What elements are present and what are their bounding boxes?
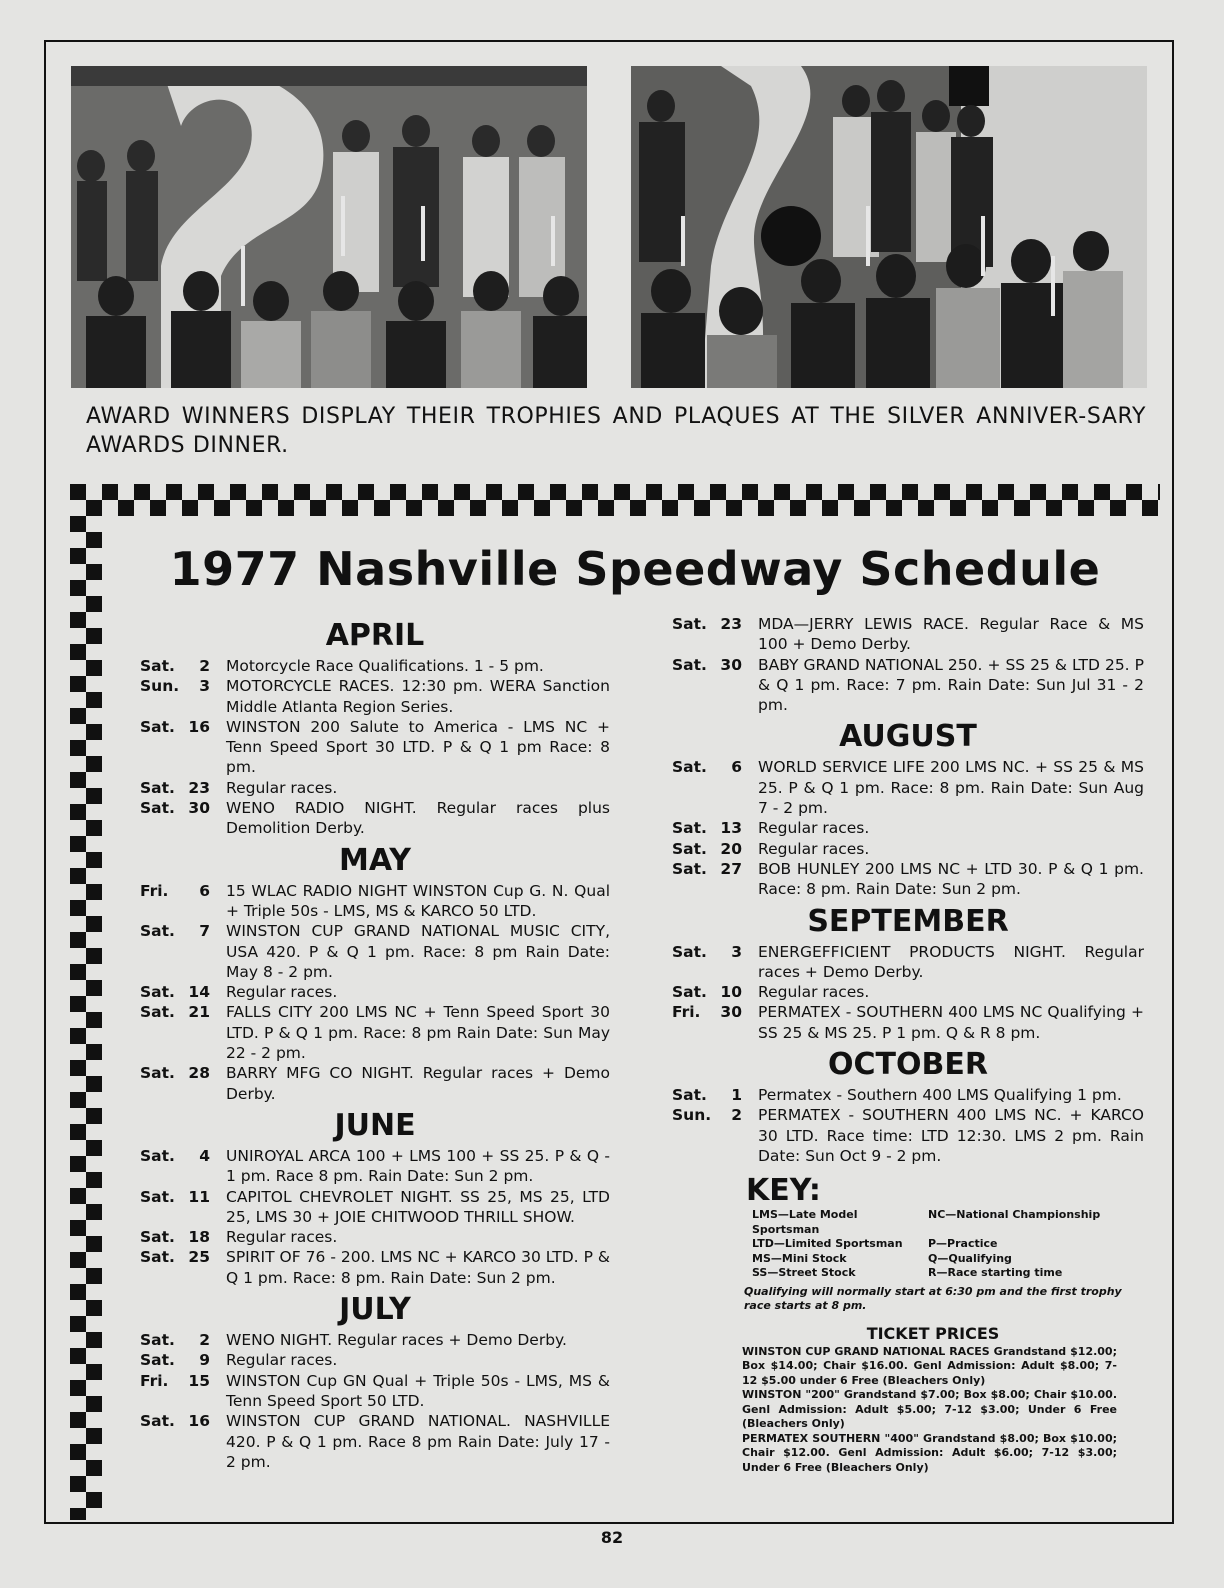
checker-square xyxy=(70,772,86,788)
entry-event: 15 WLAC RADIO NIGHT WINSTON Cup G. N. Qual + Triple 50s - LMS, MS & KARCO 50 LTD. xyxy=(226,881,610,920)
checker-square xyxy=(70,1508,86,1520)
ticket-price-line: WINSTON CUP GRAND NATIONAL RACES Grandstand $12.00; Box $14.00; Chair $16.00. Genl Admission: Adult $8.00; 7-12 $5.00 under 6 Free (Bleachers Only) xyxy=(742,1344,1117,1387)
entry-date: 25 xyxy=(188,1248,210,1267)
checker-square xyxy=(358,484,374,500)
checker-square xyxy=(342,500,358,516)
entry-day: Sat. xyxy=(140,1228,175,1247)
checker-square xyxy=(854,500,870,516)
checker-square xyxy=(790,500,806,516)
entry-event: BARRY MFG CO NIGHT. Regular races + Demo Derby. xyxy=(226,1064,610,1103)
checker-square xyxy=(86,1268,102,1284)
checker-square xyxy=(326,484,342,500)
checker-square xyxy=(166,484,182,500)
schedule-entry xyxy=(140,881,610,922)
checker-square xyxy=(998,484,1014,500)
schedule-entry xyxy=(672,839,1144,859)
entry-date: 2 xyxy=(199,657,210,675)
checker-square xyxy=(70,1028,86,1044)
checker-square xyxy=(70,932,86,948)
checker-square xyxy=(70,1188,86,1204)
entry-day: Fri. xyxy=(140,881,169,900)
checker-square xyxy=(70,516,86,532)
schedule-entry xyxy=(672,1105,1144,1166)
schedule-entry xyxy=(140,1330,610,1350)
checker-square xyxy=(86,1428,102,1444)
entry-date: 6 xyxy=(731,758,742,777)
entry-date: 10 xyxy=(720,983,742,1002)
schedule-column-left xyxy=(140,614,610,1472)
checker-square xyxy=(982,500,998,516)
ticket-prices-title: TICKET PRICES xyxy=(866,1323,1000,1343)
entry-event: Regular races. xyxy=(226,1228,338,1247)
checker-square xyxy=(86,916,102,932)
entry-event: Regular races. xyxy=(226,983,338,1002)
entry-event: WENO RADIO NIGHT. Regular races plus Demolition Derby. xyxy=(226,799,610,838)
entry-event: WINSTON CUP GRAND NATIONAL. NASHVILLE 420. P & Q 1 pm. Race 8 pm Rain Date: July 17 - 2 pm. xyxy=(226,1412,610,1471)
checker-square xyxy=(86,1108,102,1124)
checker-square xyxy=(70,1348,86,1364)
checker-square xyxy=(1158,484,1160,500)
schedule-entry xyxy=(140,1146,610,1187)
checker-square xyxy=(86,948,102,964)
checker-square xyxy=(678,484,694,500)
entry-day: Sat. xyxy=(672,983,707,1002)
entry-event: Regular races. xyxy=(758,819,870,838)
entry-event: Regular races. xyxy=(758,983,870,1002)
checker-square xyxy=(470,500,486,516)
checker-square xyxy=(1014,500,1030,516)
entry-event: Motorcycle Race Qualifications. 1 - 5 pm. xyxy=(226,657,544,675)
checker-square xyxy=(134,484,150,500)
entry-date: 6 xyxy=(199,881,210,900)
entry-date: 11 xyxy=(188,1187,210,1206)
schedule-entry xyxy=(140,1247,610,1288)
checker-square xyxy=(86,852,102,868)
schedule-entry xyxy=(140,798,610,839)
checker-square xyxy=(70,1092,86,1108)
schedule-entry xyxy=(672,614,1144,655)
month-heading: MAY xyxy=(339,842,411,878)
checker-square xyxy=(86,692,102,708)
checker-square xyxy=(86,820,102,836)
checker-square xyxy=(934,484,950,500)
page-number: 82 xyxy=(600,1528,624,1547)
checker-square xyxy=(86,1396,102,1412)
checker-square xyxy=(838,484,854,500)
checker-square xyxy=(150,500,166,516)
key-title: KEY: xyxy=(746,1173,821,1209)
checker-square xyxy=(86,756,102,772)
month-heading: AUGUST xyxy=(839,719,977,755)
checker-square xyxy=(518,484,534,500)
checker-square xyxy=(294,484,310,500)
entry-date: 30 xyxy=(720,655,742,674)
checker-square xyxy=(70,1156,86,1172)
month-heading: SEPTEMBER xyxy=(807,903,1009,939)
checker-square xyxy=(182,500,198,516)
checker-square xyxy=(870,484,886,500)
entry-day: Sat. xyxy=(672,1086,707,1105)
checker-square xyxy=(758,500,774,516)
entry-day: Sat. xyxy=(140,778,175,797)
checker-square xyxy=(70,900,86,916)
entry-event: BABY GRAND NATIONAL 250. + SS 25 & LTD 25. P & Q 1 pm. Race: 7 pm. Rain Date: Sun Jul 31 - 2 pm. xyxy=(758,655,1144,715)
schedule-entry xyxy=(140,1227,610,1247)
checker-square xyxy=(742,484,758,500)
entry-event: WINSTON 200 Salute to America - LMS NC + Tenn Speed Sport 30 LTD. P & Q 1 pm Race: 8 pm. xyxy=(226,717,610,777)
checker-square xyxy=(86,1076,102,1092)
entry-event: WINSTON Cup GN Qual + Triple 50s - LMS, MS & Tenn Speed Sport 50 LTD. xyxy=(226,1371,610,1410)
month-heading: JULY xyxy=(339,1292,411,1328)
entry-date: 18 xyxy=(188,1228,210,1247)
checker-square xyxy=(70,644,86,660)
checker-square xyxy=(118,500,134,516)
schedule-title: 1977 Nashville Speedway Schedule xyxy=(169,542,1101,596)
entry-event: PERMATEX - SOUTHERN 400 LMS NC Qualifying + SS 25 & MS 25. P 1 pm. Q & R 8 pm. xyxy=(758,1003,1144,1042)
checker-square xyxy=(70,1124,86,1140)
key-item: LMS—Late Model Sportsman xyxy=(752,1208,858,1236)
checker-square xyxy=(966,484,982,500)
checker-square xyxy=(86,884,102,900)
checker-square xyxy=(422,484,438,500)
entry-day: Sat. xyxy=(140,1412,175,1431)
entry-date: 3 xyxy=(731,942,742,961)
entry-date: 16 xyxy=(188,717,210,736)
checker-square xyxy=(918,500,934,516)
checker-square xyxy=(86,1172,102,1188)
checker-square xyxy=(86,724,102,740)
schedule-entry xyxy=(672,655,1144,716)
key-item: SS—Street Stock xyxy=(752,1266,856,1280)
checker-square xyxy=(230,484,246,500)
checker-square xyxy=(86,1044,102,1060)
entry-event: WORLD SERVICE LIFE 200 LMS NC. + SS 25 & MS 25. P & Q 1 pm. Race: 8 pm. Rain Date: Sun Aug 7 - 2 pm. xyxy=(758,758,1144,818)
checker-square xyxy=(86,1300,102,1316)
entry-day: Sat. xyxy=(672,758,707,777)
checker-square xyxy=(1110,500,1126,516)
schedule-entry xyxy=(672,982,1144,1002)
checker-square xyxy=(70,836,86,852)
checker-square xyxy=(86,980,102,996)
entry-day: Sat. xyxy=(672,942,707,961)
checker-square xyxy=(70,1284,86,1300)
checker-square xyxy=(1126,484,1142,500)
checker-square xyxy=(86,1332,102,1348)
checker-square xyxy=(630,500,646,516)
checker-square xyxy=(246,500,262,516)
checker-square xyxy=(390,484,406,500)
entry-day: Sat. xyxy=(672,859,707,878)
checker-square xyxy=(486,484,502,500)
entry-event: FALLS CITY 200 LMS NC + Tenn Speed Sport 30 LTD. P & Q 1 pm. Race: 8 pm Rain Date: Sun May 22 - 2 pm. xyxy=(226,1003,610,1063)
entry-date: 30 xyxy=(720,1003,742,1022)
checker-square xyxy=(1062,484,1078,500)
checker-square xyxy=(70,484,86,500)
month-heading: OCTOBER xyxy=(828,1047,988,1083)
award-winners-photo-left xyxy=(71,66,587,388)
schedule-column-right xyxy=(672,614,1144,1475)
checker-square xyxy=(822,500,838,516)
photo-caption: AWARD WINNERS DISPLAY THEIR TROPHIES AND PLAQUES AT THE SILVER ANNIVER-SARY AWARDS DINNER. xyxy=(86,404,1146,458)
entry-day: Sat. xyxy=(140,1187,175,1206)
entry-day: Sat. xyxy=(140,1064,175,1083)
checker-square xyxy=(454,484,470,500)
checker-square xyxy=(278,500,294,516)
checker-square xyxy=(710,484,726,500)
schedule-entry xyxy=(672,942,1144,983)
entry-day: Fri. xyxy=(672,1003,701,1022)
checker-square xyxy=(86,1236,102,1252)
entry-date: 3 xyxy=(199,677,210,696)
schedule-entry xyxy=(672,1085,1144,1105)
checker-square xyxy=(70,548,86,564)
checker-square xyxy=(534,500,550,516)
entry-date: 21 xyxy=(188,1003,210,1022)
checker-square xyxy=(806,484,822,500)
checker-square xyxy=(70,708,86,724)
entry-date: 27 xyxy=(720,859,742,878)
checker-square xyxy=(70,1220,86,1236)
month-heading: APRIL xyxy=(325,618,425,653)
key-item: NC—National Championship xyxy=(928,1208,1101,1222)
schedule-entry xyxy=(140,982,610,1002)
entry-date: 23 xyxy=(720,615,742,633)
entry-date: 16 xyxy=(188,1412,210,1431)
entry-date: 2 xyxy=(199,1331,210,1350)
entry-event: ENERGEFFICIENT PRODUCTS NIGHT. Regular races + Demo Derby. xyxy=(758,942,1144,981)
schedule-entry xyxy=(140,1411,610,1472)
checker-square xyxy=(86,1460,102,1476)
ticket-prices xyxy=(672,1345,1144,1476)
entry-event: BOB HUNLEY 200 LMS NC + LTD 30. P & Q 1 pm. Race: 8 pm. Rain Date: Sun 2 pm. xyxy=(758,859,1144,899)
checker-square xyxy=(70,1252,86,1268)
checker-square xyxy=(70,1380,86,1396)
schedule-entry xyxy=(140,921,610,982)
checker-square xyxy=(662,500,678,516)
entry-date: 23 xyxy=(188,778,210,797)
schedule-entry xyxy=(672,757,1144,818)
checker-square xyxy=(70,804,86,820)
entry-day: Sat. xyxy=(672,615,707,633)
entry-date: 2 xyxy=(731,1106,742,1125)
checker-square xyxy=(70,740,86,756)
key-item: Q—Qualifying xyxy=(928,1251,1012,1265)
schedule-entry xyxy=(140,1350,610,1370)
entry-event: Regular races. xyxy=(226,778,338,797)
schedule-entry xyxy=(672,818,1144,838)
checker-square xyxy=(70,1444,86,1460)
schedule-entry xyxy=(140,1187,610,1228)
checker-square xyxy=(86,1492,102,1508)
entry-event: Permatex - Southern 400 LMS Qualifying 1 pm. xyxy=(758,1086,1122,1105)
checker-square xyxy=(86,1204,102,1220)
checker-square xyxy=(86,628,102,644)
entry-date: 4 xyxy=(199,1146,210,1165)
checker-square xyxy=(86,1140,102,1156)
entry-day: Sat. xyxy=(140,799,175,818)
key-note: Qualifying will normally start at 6:30 pm and the first trophy race starts at 8 pm. xyxy=(744,1284,1122,1313)
checker-square xyxy=(886,500,902,516)
checker-square xyxy=(614,484,630,500)
checker-square xyxy=(1030,484,1046,500)
key-item: R—Race starting time xyxy=(928,1266,1063,1280)
schedule-entry xyxy=(140,1371,610,1412)
checker-square xyxy=(774,484,790,500)
right-months xyxy=(672,614,1144,1166)
checker-square xyxy=(70,964,86,980)
entry-event: Regular races. xyxy=(226,1351,338,1370)
entry-event: UNIROYAL ARCA 100 + LMS 100 + SS 25. P & Q - 1 pm. Race 8 pm. Rain Date: Sun 2 pm. xyxy=(226,1146,610,1186)
entry-date: 1 xyxy=(731,1086,742,1105)
checker-square xyxy=(86,788,102,804)
checker-square xyxy=(598,500,614,516)
checker-square xyxy=(550,484,566,500)
ticket-price-line: PERMATEX SOUTHERN "400" Grandstand $8.00; Box $10.00; Chair $12.00. Genl Admission: Adult $6.00; 7-12 $3.00; Under 6 Free (Bleachers Only) xyxy=(742,1431,1117,1474)
checker-square xyxy=(694,500,710,516)
checker-square xyxy=(86,1012,102,1028)
entry-date: 30 xyxy=(188,799,210,818)
checker-square xyxy=(406,500,422,516)
entry-event: WINSTON CUP GRAND NATIONAL MUSIC CITY, USA 420. P & Q 1 pm. Race: 8 pm Rain Date: May 8 - 2 pm. xyxy=(226,922,610,981)
checker-square xyxy=(70,676,86,692)
checker-square xyxy=(70,1412,86,1428)
entry-day: Sat. xyxy=(140,1003,175,1022)
checker-square xyxy=(1078,500,1094,516)
entry-event: PERMATEX - SOUTHERN 400 LMS NC. + KARCO 30 LTD. Race time: LTD 12:30. LMS 2 pm. Rain Date: Sun Oct 9 - 2 pm. xyxy=(758,1106,1144,1165)
checker-square xyxy=(214,500,230,516)
entry-date: 28 xyxy=(188,1064,210,1083)
checker-square xyxy=(262,484,278,500)
entry-day: Sat. xyxy=(140,1146,175,1165)
entry-event: MDA—JERRY LEWIS RACE. Regular Race & MS 100 + Demo Derby. xyxy=(758,615,1144,654)
checker-square xyxy=(102,484,118,500)
entry-date: 7 xyxy=(199,922,210,941)
checker-square xyxy=(502,500,518,516)
checker-square xyxy=(438,500,454,516)
entry-date: 15 xyxy=(188,1371,210,1390)
checker-square xyxy=(950,500,966,516)
checker-square xyxy=(1142,500,1158,516)
entry-date: 13 xyxy=(720,819,742,838)
entry-day: Sat. xyxy=(672,839,707,858)
entry-day: Sat. xyxy=(140,1248,175,1267)
checker-square xyxy=(70,1316,86,1332)
key-table xyxy=(752,1208,1144,1281)
checker-square xyxy=(70,1476,86,1492)
checker-square xyxy=(1046,500,1062,516)
checker-square xyxy=(726,500,742,516)
schedule-entry xyxy=(140,1063,610,1104)
schedule-entry xyxy=(140,778,610,798)
key-item: P—Practice xyxy=(928,1237,998,1251)
checker-square xyxy=(198,484,214,500)
schedule-entry xyxy=(672,859,1144,900)
checker-square xyxy=(70,868,86,884)
entry-day: Sat. xyxy=(140,657,175,675)
entry-day: Sat. xyxy=(672,819,707,838)
entry-event: Regular races. xyxy=(758,839,870,858)
entry-day: Sat. xyxy=(140,717,175,736)
schedule-entry xyxy=(140,656,610,676)
checker-square xyxy=(582,484,598,500)
ticket-price-line: WINSTON "200" Grandstand $7.00; Box $8.00; Chair $10.00. Genl Admission: Adult $5.00; 7-12 $3.00; Under 6 Free (Bleachers Only) xyxy=(742,1388,1117,1431)
entry-day: Sat. xyxy=(140,922,175,941)
checker-square xyxy=(646,484,662,500)
checker-square xyxy=(70,580,86,596)
entry-date: 14 xyxy=(188,983,210,1002)
checker-square xyxy=(70,1060,86,1076)
checker-square xyxy=(86,1364,102,1380)
entry-event: WENO NIGHT. Regular races + Demo Derby. xyxy=(226,1331,567,1350)
entry-date: 20 xyxy=(720,839,742,858)
checker-square xyxy=(1094,484,1110,500)
schedule-entry xyxy=(140,676,610,717)
entry-day: Sat. xyxy=(140,1331,175,1350)
schedule-entry xyxy=(140,717,610,778)
entry-day: Sun. xyxy=(672,1106,712,1125)
key-item: LTD—Limited Sportsman xyxy=(752,1237,903,1251)
entry-day: Sun. xyxy=(140,677,180,696)
award-winners-photo-right xyxy=(631,66,1147,388)
entry-event: SPIRIT OF 76 - 200. LMS NC + KARCO 30 LTD. P & Q 1 pm. Race: 8 pm. Rain Date: Sun 2 pm. xyxy=(226,1248,610,1287)
entry-day: Fri. xyxy=(140,1371,169,1390)
entry-day: Sat. xyxy=(140,983,175,1002)
checker-square xyxy=(374,500,390,516)
schedule-entry xyxy=(140,1002,610,1063)
checker-square xyxy=(86,500,102,516)
checker-square xyxy=(310,500,326,516)
month-heading: JUNE xyxy=(334,1107,416,1143)
checker-square xyxy=(566,500,582,516)
entry-date: 9 xyxy=(199,1351,210,1370)
entry-event: CAPITOL CHEVROLET NIGHT. SS 25, MS 25, LTD 25, LMS 30 + JOIE CHITWOOD THRILL SHOW. xyxy=(226,1187,610,1226)
checker-square xyxy=(86,660,102,676)
checker-square xyxy=(86,596,102,612)
checker-square xyxy=(70,612,86,628)
checker-square xyxy=(902,484,918,500)
checker-square xyxy=(70,996,86,1012)
entry-event: MOTORCYCLE RACES. 12:30 pm. WERA Sanction Middle Atlanta Region Series. xyxy=(226,677,610,716)
entry-day: Sat. xyxy=(140,1351,175,1370)
schedule-entry xyxy=(672,1002,1144,1043)
entry-day: Sat. xyxy=(672,655,707,674)
key-item: MS—Mini Stock xyxy=(752,1251,847,1265)
